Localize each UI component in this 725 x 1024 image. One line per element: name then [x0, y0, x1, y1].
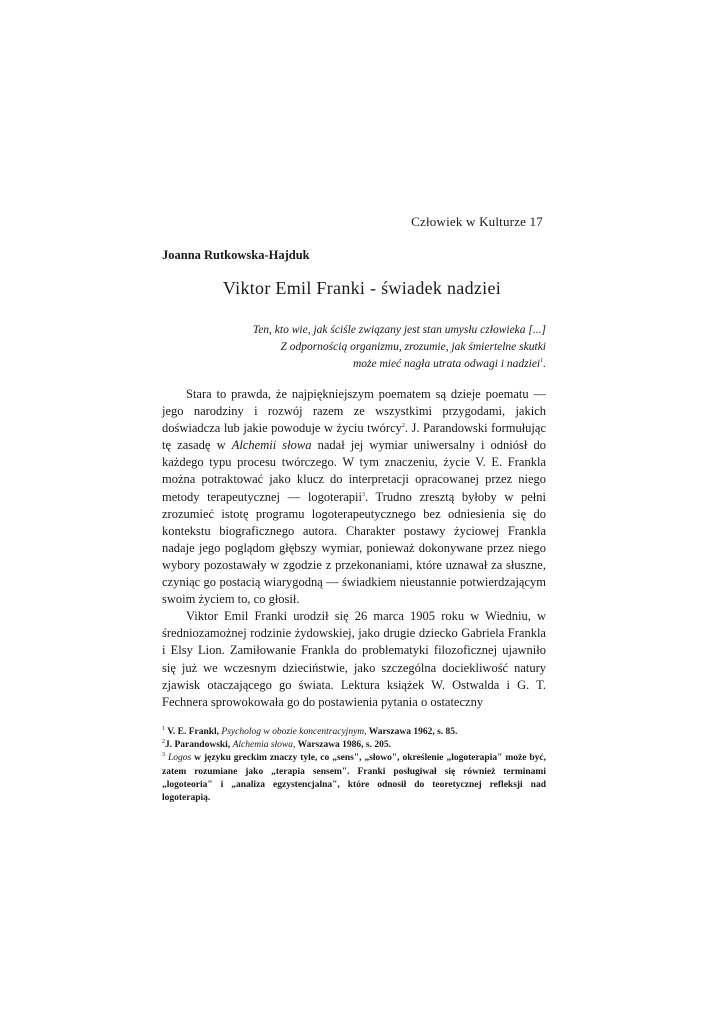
footnote-3-term: Logos: [167, 753, 192, 764]
footnote-3-text: w języku greckim znaczy tyle, co „sens", „słowo", określenie „logoterapia" może być, zatem rozumiane jako „terapia sensem". Franki posługiwał się również terminami „logoteoria" i „analiza egzystencjalna", które odnosił do teoretycznej refleksji nad logoterapią.: [162, 753, 546, 804]
footnote-2-publication: Warszawa 1986, s. 205.: [295, 740, 392, 751]
epigraph-line-3: [216, 356, 546, 373]
article-author: Joanna Rutkowska-Hajduk: [162, 248, 310, 262]
footnote-mark-2: 2: [401, 423, 405, 430]
paragraph-1: [162, 386, 546, 608]
footnote-1: [162, 726, 546, 739]
footnote-1-publication: Warszawa 1962, s. 85.: [366, 727, 458, 737]
epigraph-line-3-text: może mieć nagła utrata odwagi i nadziei: [352, 358, 541, 370]
footnote-3-mark: 3: [162, 752, 165, 759]
paragraph-1-part-a: Stara to prawda, że najpiękniejszym poematem są dzieje poematu — jego narodziny i rozwój razem ze wszystkimi przygodami, jakich doświadcza lub jakie powoduje w życiu twórcy: [162, 387, 546, 436]
paragraph-2: Viktor Emil Franki urodził się 26 marca 1905 roku w Wiedniu, w średniozamożnej rodzinie żydowskiej, jako drugie dziecko Gabriela Frankla i Elsy Lion. Zamiłowanie Frankla do problematyki filozoficznej ujawniło się już we wczesnym dzieciństwie, jako szczególna dociekliwość natury zjawisk otaczającego go świata. Lektura książek W. Ostwalda i G. T. Fechnera sprowokowała go do postawienia pytania o ostateczny: [162, 609, 546, 709]
footnote-2-mark: 2: [162, 739, 165, 746]
epigraph-line-3-end: .: [543, 358, 546, 370]
paragraph-1-part-b: . J. Parandowski formułując tę zasadę w: [162, 421, 546, 453]
book-title-italic: Alchemii słowa: [231, 438, 312, 453]
footnote-2-title: Alchemia słowa,: [232, 740, 296, 751]
footnote-2: [162, 739, 546, 752]
paragraph-1-part-c: nadał jej wymiar uniwersalny i odniósł do każdego typu procesu twórczego. W tym znaczeniu, życie V. E. Frankla można potraktować jako klucz do interpretacji opracowanej przez niego metody terapeutycznej — logoterapii: [162, 438, 546, 504]
body-text: [162, 386, 546, 711]
epigraph: [216, 322, 546, 373]
footnote-2-author: J. Parandowski,: [165, 740, 233, 751]
footnotes: [162, 726, 546, 805]
footnote-1-mark: 1: [162, 725, 165, 732]
footnote-3: [162, 752, 546, 805]
epigraph-line-2: Z odpornością organizmu, zrozumie, jak śmiertelne skutki: [280, 341, 546, 353]
article-title: Viktor Emil Franki - świadek nadziei: [222, 278, 502, 298]
paragraph-1-part-d: . Trudno zresztą byłoby w pełni zrozumieć istotę programu logoterapeutycznego bez odniesienia się do kontekstu biograficznego autora. Charakter postawy życiowej Frankla nadaje jego poglądom głębszy wymiar, ponieważ dokonywane przez niego wybory pozostawały w zgodzie z przekonaniami, które uznawał za słuszne, czyniąc go postacią wiarygodną — świadkiem nieustannie potwierdzającym swoim życiem to, co głosił.: [162, 489, 546, 607]
footnote-1-author: V. E. Frankl,: [167, 727, 222, 737]
footnote-1-title: Psycholog w obozie koncentracyjnym,: [221, 727, 367, 737]
footnote-mark-1: 1: [540, 358, 544, 365]
epigraph-line-1: Ten, kto wie, jak ściśle związany jest stan umysłu człowieka [...]: [252, 324, 546, 336]
running-head: Człowiek w Kulturze 17: [411, 214, 543, 229]
footnote-mark-3: 3: [362, 491, 365, 498]
